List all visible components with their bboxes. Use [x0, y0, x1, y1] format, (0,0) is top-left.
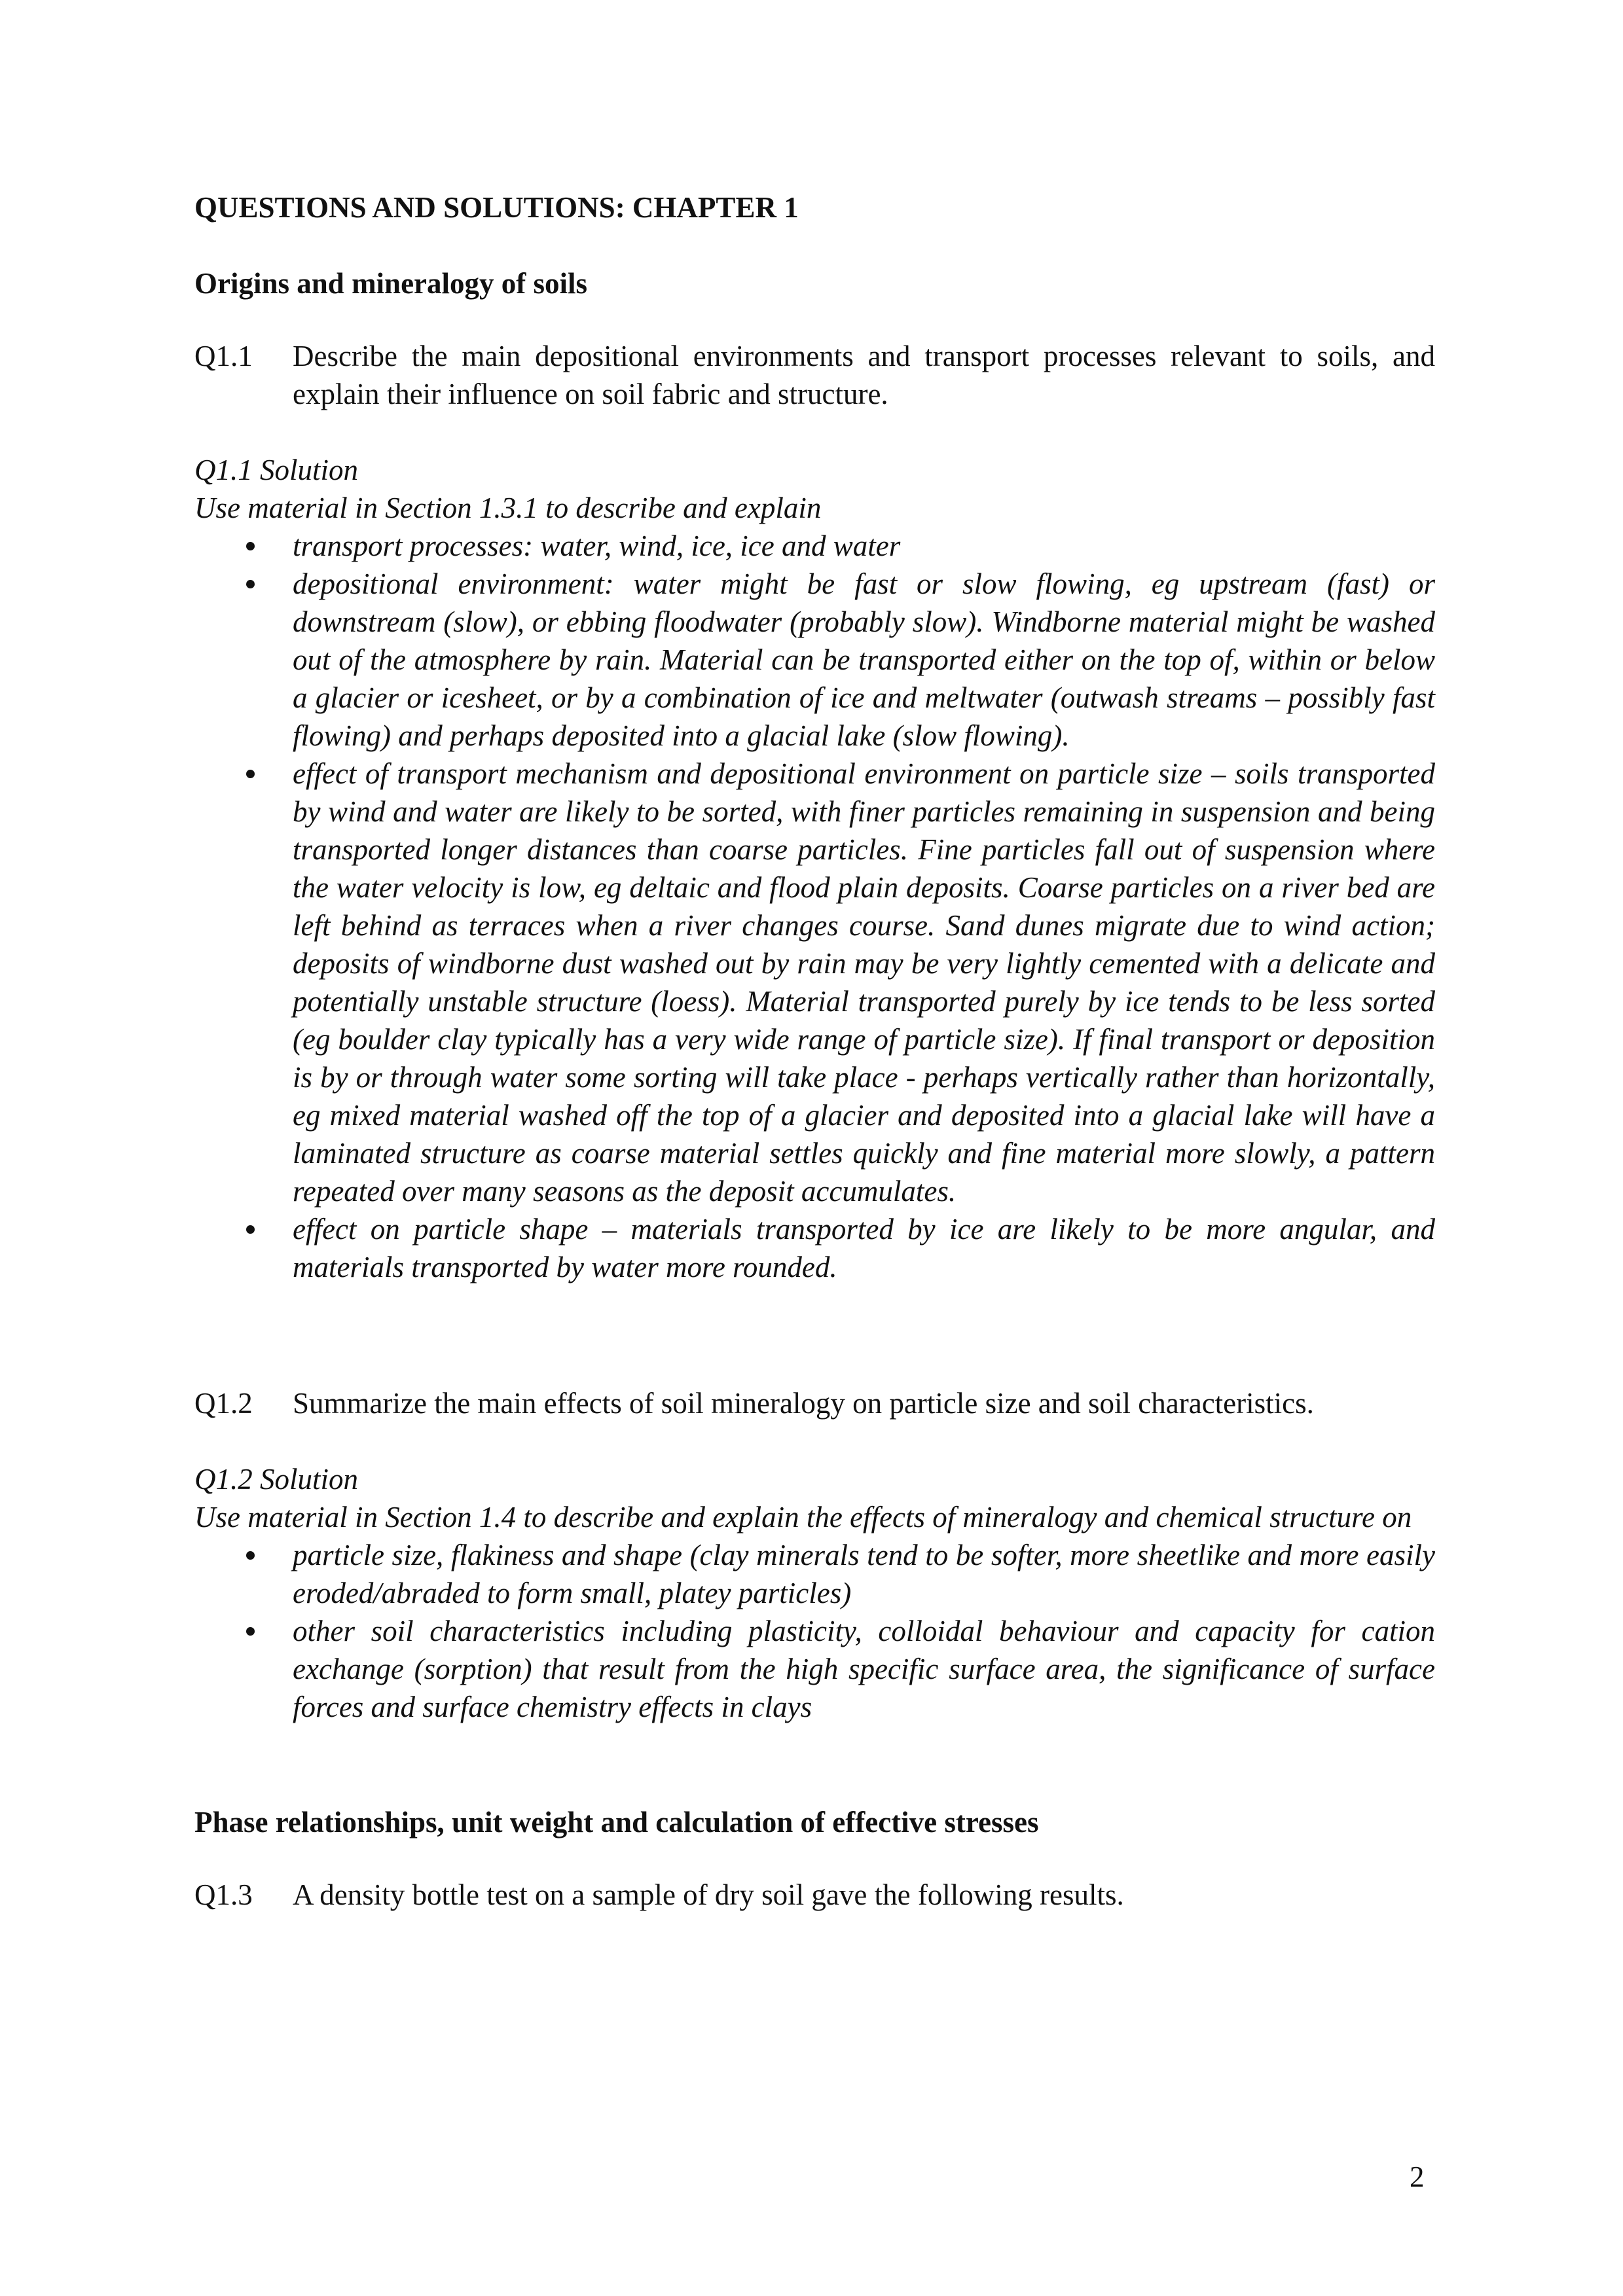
question-q1-3: [194, 1876, 1435, 1914]
list-item: [194, 527, 1435, 565]
list-item: [194, 755, 1435, 1210]
bullet-text: effect of transport mechanism and depositional environment on particle size – soils transported by wind and water are likely to be sorted, with finer particles remaining in suspension and being transported longer distances than coarse particles. Fine particles fall out of suspension where the water velocity is low, eg deltaic and flood plain deposits. Coarse particles on a river bed are left behind as terraces when a river changes course. Sand dunes migrate due to wind action; deposits of windborne dust washed out by rain may be very lightly cemented with a delicate and potentially unstable structure (loess). Material transported purely by ice tends to be less sorted (eg boulder clay typically has a very wide range of particle size). If final transport or deposition is by or through water some sorting will take place - perhaps vertically rather than horizontally, eg mixed material washed off the top of a glacier and deposited into a glacial lake will have a laminated structure as coarse material settles quickly and fine material more slowly, a pattern repeated over many seasons as the deposit accumulates.: [293, 757, 1435, 1208]
document-page: [194, 190, 1435, 1914]
question-number: Q1.3: [194, 1878, 253, 1911]
list-item: [194, 1536, 1435, 1612]
page-number: 2: [1410, 2161, 1425, 2193]
page-title: QUESTIONS AND SOLUTIONS: CHAPTER 1: [194, 191, 799, 224]
list-item: [194, 1210, 1435, 1286]
bullet-text: particle size, flakiness and shape (clay minerals tend to be softer, more sheetlike and more easily eroded/abraded to form small, platey particles): [293, 1539, 1435, 1609]
bullet-text: transport processes: water, wind, ice, ice and water: [293, 529, 901, 562]
bullet-icon: [194, 527, 293, 565]
question-number: Q1.1: [194, 340, 253, 372]
solution-intro-q1-1: Use material in Section 1.3.1 to describe and explain: [194, 492, 822, 524]
bullet-icon: [194, 1536, 293, 1612]
solution-title-q1-2: Q1.2 Solution: [194, 1463, 359, 1496]
bullet-text: effect on particle shape – materials transported by ice are likely to be more angular, and materials transported by water more rounded.: [293, 1213, 1435, 1283]
bullet-icon: [194, 1210, 293, 1286]
solution-bullets-q1-2: [194, 1536, 1435, 1726]
bullet-icon: [194, 755, 293, 1210]
question-number: Q1.2: [194, 1387, 253, 1420]
list-item: [194, 565, 1435, 755]
solution-title-q1-1: Q1.1 Solution: [194, 454, 359, 486]
question-text: Describe the main depositional environments and transport processes relevant to soils, and explain their influence on soil fabric and structure.: [293, 340, 1435, 410]
question-q1-2: [194, 1384, 1435, 1422]
section-heading-phase: Phase relationships, unit weight and calculation of effective stresses: [194, 1806, 1039, 1839]
bullet-icon: [194, 565, 293, 755]
solution-bullets-q1-1: [194, 527, 1435, 1286]
section-heading-origins: Origins and mineralogy of soils: [194, 267, 588, 300]
list-item: [194, 1612, 1435, 1726]
bullet-text: depositional environment: water might be fast or slow flowing, eg upstream (fast) or downstream (slow), or ebbing floodwater (probably slow). Windborne material might be washed out of the atmosphere by rain. Material can be transported either on the top of, within or below a glacier or icesheet, or by a combination of ice and meltwater (outwash streams – possibly fast flowing) and perhaps deposited into a glacial lake (slow flowing).: [293, 567, 1435, 752]
bullet-icon: [194, 1612, 293, 1726]
question-q1-1: [194, 337, 1435, 413]
bullet-text: other soil characteristics including plasticity, colloidal behaviour and capacity for cation exchange (sorption) that result from the high specific surface area, the significance of surface forces and surface chemistry effects in clays: [293, 1615, 1435, 1723]
question-text: A density bottle test on a sample of dry soil gave the following results.: [293, 1878, 1124, 1911]
solution-intro-q1-2: Use material in Section 1.4 to describe and explain the effects of mineralogy and chemical structure on: [194, 1501, 1412, 1534]
question-text: Summarize the main effects of soil mineralogy on particle size and soil characteristics.: [293, 1387, 1314, 1420]
